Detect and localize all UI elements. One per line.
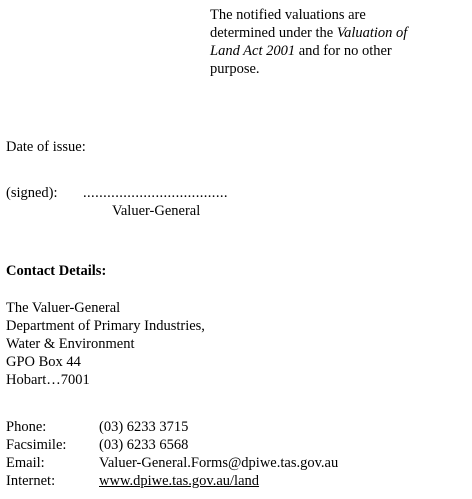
email-value: Valuer-General.Forms@dpiwe.tas.gov.au bbox=[99, 455, 339, 471]
address-line: GPO Box 44 bbox=[6, 354, 81, 370]
signer-title: Valuer-General bbox=[112, 203, 201, 219]
phone-value: (03) 6233 3715 bbox=[99, 419, 189, 435]
email-row bbox=[6, 454, 338, 472]
email-label: Email: bbox=[6, 455, 45, 471]
facsimile-value: (03) 6233 6568 bbox=[99, 437, 189, 453]
act-name-part-1: Valuation of bbox=[336, 25, 408, 41]
notice-line-2-prefix: determined under the bbox=[210, 25, 337, 41]
notice-line-4: purpose. bbox=[210, 61, 260, 77]
internet-row bbox=[6, 472, 338, 490]
internet-label: Internet: bbox=[6, 473, 56, 489]
website-link[interactable]: www.dpiwe.tas.gov.au/land bbox=[99, 473, 260, 489]
signed-label: (signed): bbox=[6, 185, 58, 201]
phone-row bbox=[6, 418, 338, 436]
signature-line: .................................... bbox=[83, 185, 228, 201]
address-line: Water & Environment bbox=[6, 336, 135, 352]
notice-line-3-suffix: and for no other bbox=[295, 43, 392, 59]
valuation-notice bbox=[210, 6, 472, 78]
signature-row bbox=[6, 184, 228, 202]
contact-details-heading: Contact Details: bbox=[6, 263, 107, 279]
address-line: Hobart…7001 bbox=[6, 372, 90, 388]
contact-details-list bbox=[6, 418, 338, 490]
notice-line-1: The notified valuations are bbox=[210, 7, 366, 23]
date-of-issue-label: Date of issue: bbox=[6, 139, 86, 155]
phone-label: Phone: bbox=[6, 419, 47, 435]
address-line: The Valuer-General bbox=[6, 300, 121, 316]
facsimile-row bbox=[6, 436, 338, 454]
postal-address bbox=[6, 299, 205, 389]
address-line: Department of Primary Industries, bbox=[6, 318, 205, 334]
facsimile-label: Facsimile: bbox=[6, 437, 67, 453]
act-name-part-2: Land Act 2001 bbox=[210, 43, 296, 59]
